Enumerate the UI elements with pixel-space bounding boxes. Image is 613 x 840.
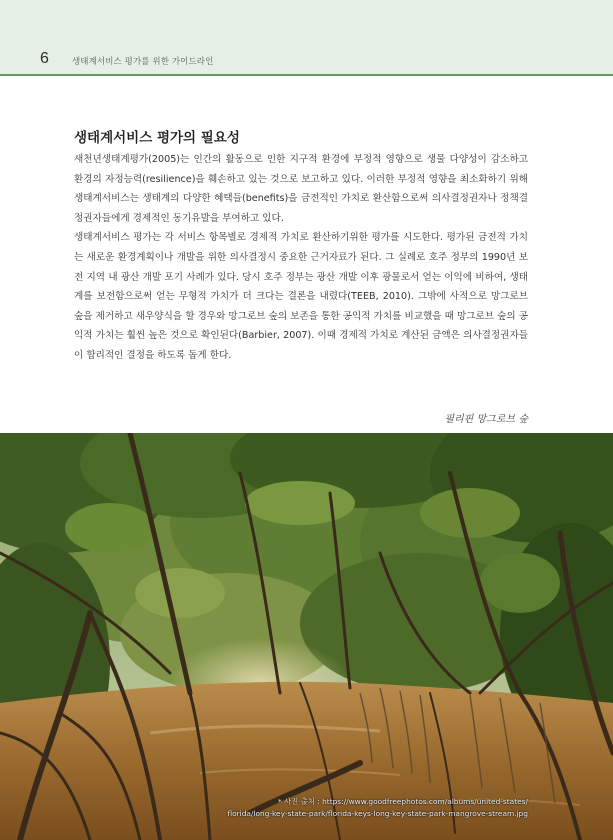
paragraph-1: 새천년생태계평가(2005)는 인간의 활동으로 인한 지구적 환경에 부정적 영향으로 생물 다양성이 감소하고 환경의 자정능력(resilience)을 훼손하고 있는 것으로 보고하고 있다. 이러한 부정적 영향을 최소화하기 위해 생태계서비스는 생태계의 다양한 혜택들(benefits)을 금전적인 가치로 환산함으로써 의사결정권자나 정책결정권자들에게 경제적인 동기유발을 부여하고 있다. — [74, 154, 528, 224]
running-title: 생태계서비스 평가를 위한 가이드라인 — [72, 57, 214, 67]
mangrove-forest-illustration — [0, 433, 613, 840]
photo-credit-line-1: * 사진 출처 : https://www.goodfreephotos.com/albums/united-states/ — [277, 797, 528, 806]
photo-credit-line-2: florida/long-key-state-park/florida-keys-long-key-state-park-mangrove-stream.jpg — [227, 809, 528, 818]
header-rule — [0, 74, 613, 76]
photo-credit — [227, 796, 528, 820]
page-number: 6 — [40, 50, 49, 67]
figure-caption: 필리핀 망그로브 숲 — [444, 414, 528, 425]
paragraph-2: 생태계서비스 평가는 각 서비스 항목별로 경제적 가치로 환산하기위한 평가를 시도한다. 평가된 금전적 가치는 새로운 환경계획이나 개발을 위한 의사결정시 중요한 근거자료가 된다. 그 실례로 호주 정부의 1990년 보전 지역 내 광산 개발 포기 사례가 있다. 당시 호주 정부는 광산 개발 이후 광물로서 얻는 이익에 비하여, 생태계를 보전함으로써 얻는 무형적 가치가 더 크다는 결론을 내렸다(TEEB, 2010). 그밖에 사적으로 망그로브 숲을 제거하고 새우양식을 할 경우와 망그로브 숲의 보존을 통한 공익적 가치를 비교했을 때 망그로브 숲의 공익적 가치는 훨씬 높은 것으로 확인된다(Barbier, 2007). 이때 경제적 가치로 계산된 금액은 의사결정권자들이 합리적인 결정을 하도록 돕게 한다. — [74, 232, 528, 361]
section-title: 생태계서비스 평가의 필요성 — [74, 130, 240, 146]
body-text — [74, 150, 528, 366]
mangrove-photo — [0, 433, 613, 840]
